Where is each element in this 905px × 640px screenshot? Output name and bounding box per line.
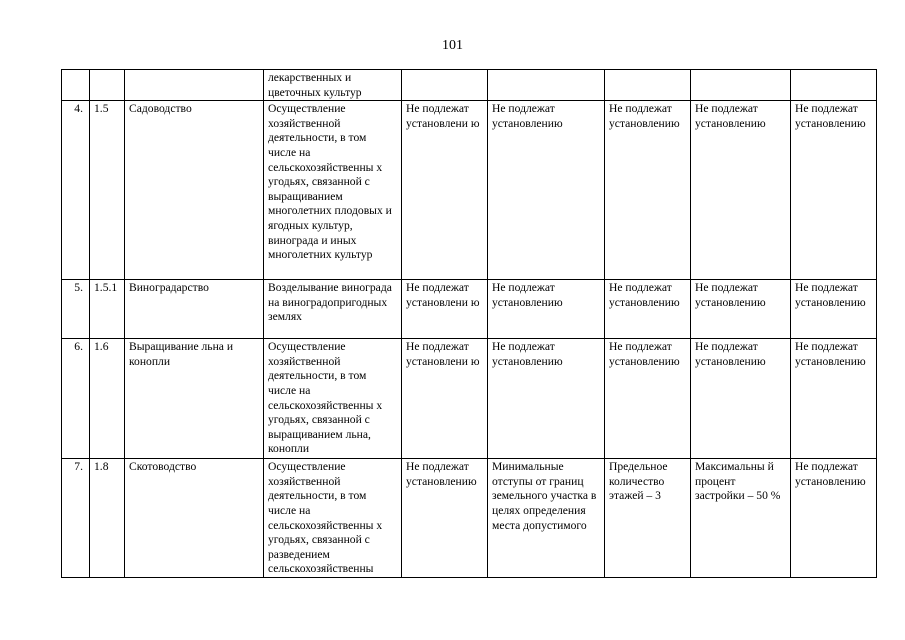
row-code: 1.6 <box>90 339 125 459</box>
row-description: Осуществление хозяйственной деятельности, в том числе на сельскохозяйственны х угодьях, связанной с разведением сельскохозяйственны <box>264 459 402 578</box>
row-code: 1.5.1 <box>90 280 125 339</box>
row-code <box>90 70 125 101</box>
row-cell-5 <box>791 70 877 101</box>
row-cell-5: Не подлежат установлению <box>791 459 877 578</box>
row-description: Осуществление хозяйственной деятельности, в том числе на сельскохозяйственны х угодьях, связанной с выращиванием многолетних плодовых и ягодных культур, винограда и иных многолетних культур <box>264 101 402 280</box>
row-cell-2: Не подлежат установлению <box>488 280 605 339</box>
row-cell-4: Максимальны й процент застройки – 50 % <box>691 459 791 578</box>
table-row <box>62 339 877 459</box>
row-cell-1: Не подлежат установлени ю <box>402 280 488 339</box>
row-cell-4: Не подлежат установлению <box>691 101 791 280</box>
row-cell-4: Не подлежат установлению <box>691 339 791 459</box>
zoning-regulations-table <box>61 69 877 578</box>
row-number: 4. <box>62 101 90 280</box>
row-code: 1.5 <box>90 101 125 280</box>
row-name: Садоводство <box>125 101 264 280</box>
row-cell-3: Предельное количество этажей – 3 <box>605 459 691 578</box>
row-description: Осуществление хозяйственной деятельности, в том числе на сельскохозяйственны х угодьях, связанной с выращиванием льна, конопли <box>264 339 402 459</box>
table-row <box>62 459 877 578</box>
table-row <box>62 70 877 101</box>
row-cell-5: Не подлежат установлению <box>791 101 877 280</box>
row-cell-4: Не подлежат установлению <box>691 280 791 339</box>
row-cell-2 <box>488 70 605 101</box>
page-number: 101 <box>442 38 463 53</box>
row-number: 5. <box>62 280 90 339</box>
row-name: Выращивание льна и конопли <box>125 339 264 459</box>
row-cell-3: Не подлежат установлению <box>605 339 691 459</box>
row-name: Виноградарство <box>125 280 264 339</box>
row-number <box>62 70 90 101</box>
table-row <box>62 101 877 280</box>
row-cell-3: Не подлежат установлению <box>605 101 691 280</box>
row-cell-3: Не подлежат установлению <box>605 280 691 339</box>
row-cell-1: Не подлежат установлению <box>402 459 488 578</box>
row-name <box>125 70 264 101</box>
row-cell-1 <box>402 70 488 101</box>
row-description: лекарственных и цветочных культур <box>264 70 402 101</box>
row-cell-2: Не подлежат установлению <box>488 339 605 459</box>
row-cell-3 <box>605 70 691 101</box>
row-cell-1: Не подлежат установлени ю <box>402 339 488 459</box>
row-cell-5: Не подлежат установлению <box>791 280 877 339</box>
row-code: 1.8 <box>90 459 125 578</box>
row-cell-2: Минимальные отступы от границ земельного участка в целях определения места допустимого <box>488 459 605 578</box>
row-cell-2: Не подлежат установлению <box>488 101 605 280</box>
row-number: 6. <box>62 339 90 459</box>
table-row <box>62 280 877 339</box>
row-cell-1: Не подлежат установлени ю <box>402 101 488 280</box>
row-cell-5: Не подлежат установлению <box>791 339 877 459</box>
row-cell-4 <box>691 70 791 101</box>
row-name: Скотоводство <box>125 459 264 578</box>
row-number: 7. <box>62 459 90 578</box>
row-description: Возделывание винограда на виноградопригодных землях <box>264 280 402 339</box>
